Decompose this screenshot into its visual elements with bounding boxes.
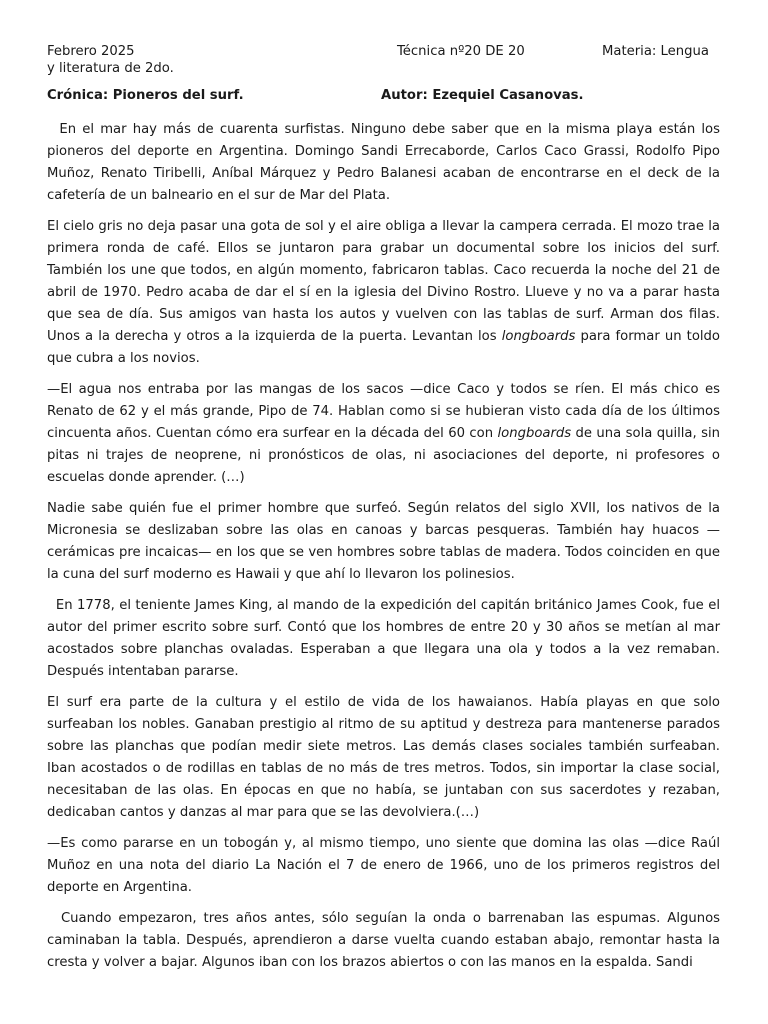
body-paragraph — [47, 498, 725, 586]
header-technique-number: Técnica nº20 DE 20 — [397, 44, 525, 59]
paragraph-text: —Es como pararse en un tobogán y, al mismo tiempo, uno siente que domina las olas —dice Raúl Muñoz en una nota del diario La Nación el 7 de enero de 1966, uno de los primeros registros del deporte en Argentina. — [47, 836, 725, 895]
paragraph-text: de una sola quilla, sin pitas ni trajes de neoprene, ni pronósticos de olas, ni asociaciones del deporte, ni profesores o escuelas donde aprender. (…) — [47, 426, 725, 485]
body-paragraph — [47, 216, 725, 370]
chronicle-body — [47, 119, 725, 974]
paragraph-text: En el mar hay más de cuarenta surfistas. Ninguno debe saber que en la misma playa están los pioneros del deporte en Argentina. Domingo Sandi Errecaborde, Carlos Caco Grassi, Rodolfo Pipo Muñoz, Renato Tiribelli, Aníbal Márquez y Pedro Balanesi acaban de encontrarse en el deck de la cafetería de un balneario en el sur de Mar del Plata. — [47, 122, 725, 203]
body-paragraph — [47, 692, 725, 824]
header-date: Febrero 2025 — [47, 44, 135, 59]
paragraph-text: Cuando empezaron, tres años antes, sólo seguían la onda o barrenaban las espumas. Algunos caminaban la tabla. Después, aprendieron a darse vuelta cuando estaban abajo, remontar hasta la cresta y volver a bajar. Algunos iban con los brazos abiertos o con las manos en la espalda. Sandi — [47, 911, 725, 970]
italic-term: longboards — [501, 329, 576, 344]
title-row — [47, 87, 720, 105]
paragraph-text: En 1778, el teniente James King, al mando de la expedición del capitán británico James Cook, fue el autor del primer escrito sobre surf. Contó que los hombres de entre 20 y 30 años se metían al mar acostados sobre planchas ovaladas. Esperaban a que llegara una ola y todos a la vez remaban. Después intentaban pararse. — [47, 598, 725, 679]
paragraph-text: El surf era parte de la cultura y el estilo de vida de los hawaianos. Había playas en que solo surfeaban los nobles. Ganaban prestigio al ritmo de su aptitud y destreza para mantenerse parados sobre las planchas que podían medir siete metros. Las demás clases sociales también surfeaban. Iban acostados o de rodillas en tablas de no más de tres metros. Todos, sin importar la clase social, necesitaban de las olas. En épocas en que no había, se juntaban con sus sacerdotes y rezaban, dedicaban cantos y danzas al mar para que se las devolviera.(…) — [47, 695, 725, 820]
chronicle-title: Crónica: Pioneros del surf. — [47, 88, 244, 103]
paragraph-text: El cielo gris no deja pasar una gota de sol y el aire obliga a llevar la campera cerrada. El mozo trae la primera ronda de café. Ellos se juntaron para grabar un documental sobre los inicios del surf. También los une que todos, en algún momento, fabricaron tablas. Caco recuerda la noche del 21 de abril de 1970. Pedro acaba de dar el sí en la iglesia del Divino Rostro. Llueve y no va a parar hasta que sea de día. Sus amigos van hasta los autos y vuelven con las tablas de surf. Arman dos filas. Unos a la derecha y otros a la izquierda de la puerta. Levantan los — [47, 219, 725, 344]
body-paragraph — [47, 908, 725, 974]
document-page — [47, 43, 725, 983]
body-paragraph — [47, 595, 725, 683]
header-subject: Materia: Lengua — [602, 44, 709, 59]
header-row — [47, 43, 720, 60]
chronicle-author: Autor: Ezequiel Casanovas. — [381, 88, 584, 103]
body-paragraph — [47, 119, 725, 207]
body-paragraph — [47, 379, 725, 489]
header-subject-continuation: y literatura de 2do. — [47, 61, 174, 76]
paragraph-text: Nadie sabe quién fue el primer hombre que surfeó. Según relatos del siglo XVII, los nativos de la Micronesia se deslizaban sobre las olas en canoas y barcas pesqueras. También hay huacos —cerámicas pre incaicas— en los que se ven hombres sobre tablas de madera. Todos coinciden en que la cuna del surf moderno es Hawaii y que ahí lo llevaron los polinesios. — [47, 501, 725, 582]
body-paragraph — [47, 833, 725, 899]
italic-term: longboards — [497, 426, 572, 441]
paragraph-text: —El agua nos entraba por las mangas de los sacos —dice Caco y todos se ríen. El más chico es Renato de 62 y el más grande, Pipo de 74. Hablan como si se hubieran visto cada día de los últimos cincuenta años. Cuentan cómo era surfear en la década del 60 con — [47, 382, 725, 441]
paragraph-text: para formar un toldo que cubra a los novios. — [47, 329, 725, 366]
